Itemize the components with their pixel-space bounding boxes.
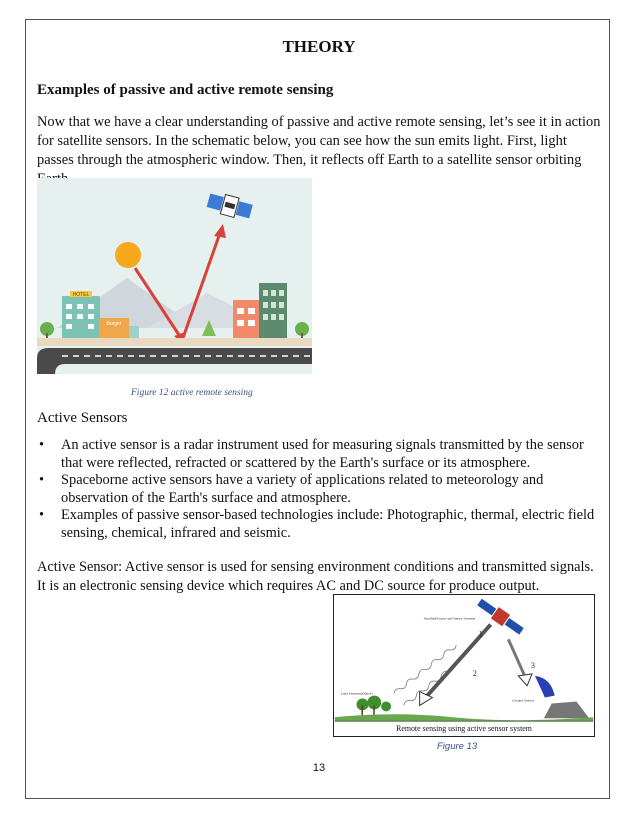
list-item: • Examples of passive sensor-based technologies include: Photographic, thermal, electric field sensing, chemical, infrared and seismic.	[39, 507, 595, 541]
list-item: • An active sensor is a radar instrument used for measuring signals transmitted by the sensor that were reflected, refracted or scattered by the Earth's surface or its atmosphere.	[39, 437, 584, 471]
satellite-label: Satellite(Source and Sensor System)	[423, 616, 476, 621]
ground-station-building	[544, 701, 589, 718]
label-3: 3	[531, 660, 535, 670]
signal-wave	[393, 643, 458, 695]
bullet-icon: •	[39, 472, 45, 488]
hotel-sign: HOTEL	[72, 292, 90, 298]
ground-station-icon	[535, 676, 555, 698]
label-2: 2	[472, 668, 477, 678]
active-sensors-heading: Active Sensors	[37, 410, 128, 426]
bullet-icon: •	[39, 437, 45, 453]
label-1: 1	[478, 629, 483, 639]
bullet-list	[37, 437, 597, 542]
burger-sign: Burger	[106, 321, 122, 327]
page-number: 13	[312, 762, 326, 774]
figure-13-inner-caption: Remote sensing using active sensor system	[396, 724, 532, 734]
figure-13-diagram	[333, 594, 595, 737]
sun-icon	[115, 242, 141, 268]
intro-paragraph: Now that we have a clear understanding of passive and active remote sensing, let’s see it in action for satellite sensors. In the schematic below, you can see how the sun emits light. First, light passes through the atmospheric window. Then, it reflects off Earth to a satellite sensor orbiting	[37, 114, 601, 168]
downlink-arrow	[508, 639, 525, 676]
shop-building	[233, 300, 259, 340]
page-title: THEORY	[282, 37, 356, 56]
figure-13-caption: Figure 13	[437, 741, 478, 752]
bullet-icon: •	[39, 507, 45, 523]
ground-station-label: Ground Station	[512, 698, 535, 703]
land-features-label: Land Features(Object)	[340, 691, 373, 696]
list-item: • Spaceborne active sensors have a variety of applications related to meteorology and observation of the Earth's surface and atmosphere.	[39, 472, 544, 506]
section-heading: Examples of passive and active remote sensing	[37, 82, 334, 98]
active-sensor-paragraph: Active Sensor: Active sensor is used for sensing environment conditions and transmitted signals. It is an electronic sensing device which requires AC and DC source for produce output.	[37, 559, 594, 594]
figure-12-caption: Figure 12 active remote sensing	[131, 388, 253, 398]
figure-12-illustration	[37, 178, 312, 374]
